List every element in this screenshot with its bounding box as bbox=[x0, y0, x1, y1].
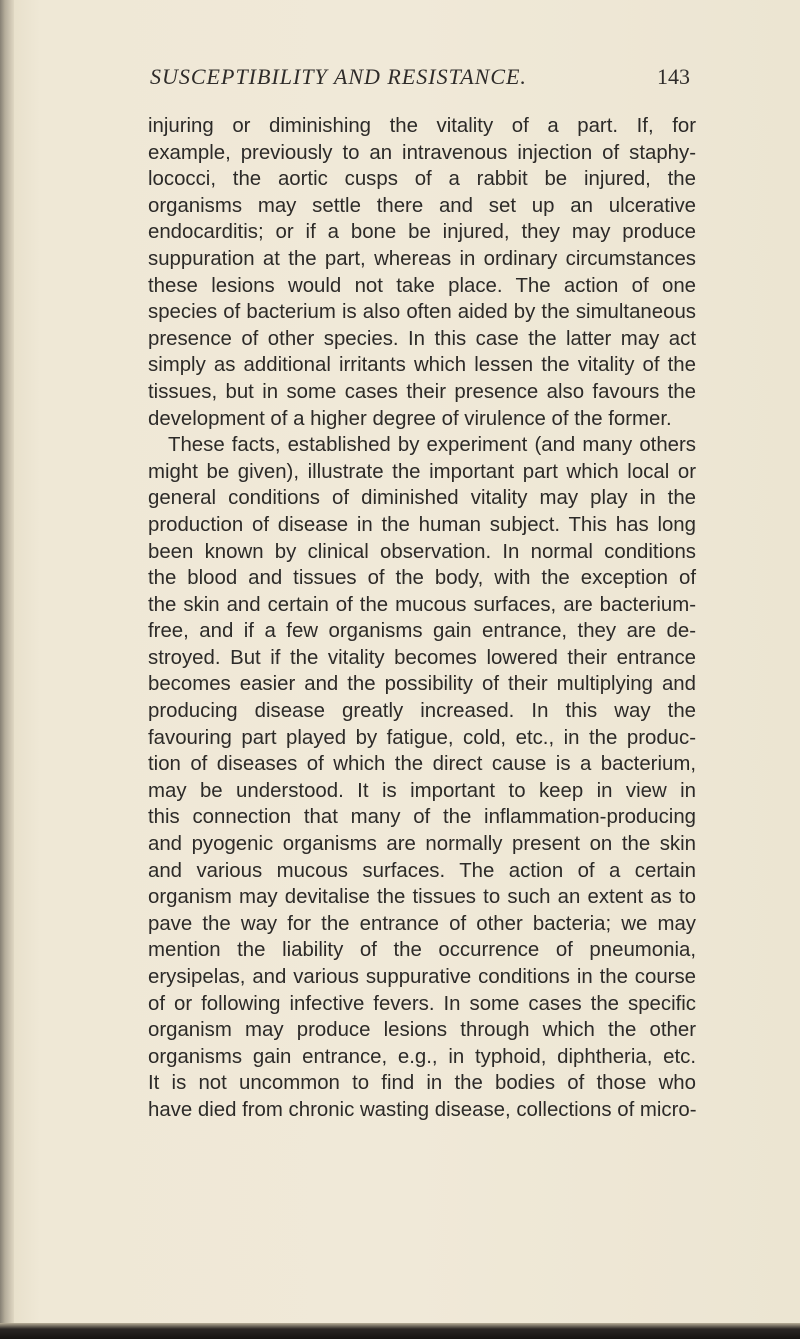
text-line: injuring or diminishing the vitality of a part. If, for bbox=[148, 115, 696, 137]
gutter-shadow bbox=[0, 0, 14, 1339]
text-line: species of bacterium is also often aided by the simultaneous bbox=[148, 301, 696, 324]
body-text bbox=[148, 113, 696, 1124]
text-line: and pyogenic organisms are normally present on the skin bbox=[148, 833, 696, 856]
text-line: organism may devitalise the tissues to such an extent as to bbox=[148, 886, 696, 909]
page-bottom-edge bbox=[0, 1323, 800, 1339]
text-line: simply as additional irritants which lessen the vitality of the bbox=[148, 354, 696, 377]
text-line: endocarditis; or if a bone be injured, they may produce bbox=[148, 221, 696, 244]
text-line: have died from chronic wasting disease, collections of micro- bbox=[148, 1098, 697, 1121]
text-line: presence of other species. In this case the latter may act bbox=[148, 327, 696, 350]
text-line: organisms gain entrance, e.g., in typhoid, diphtheria, etc. bbox=[148, 1045, 696, 1068]
text-line: the blood and tissues of the body, with the exception of bbox=[148, 567, 696, 590]
text-line: this connection that many of the inflammation-producing bbox=[148, 806, 696, 829]
text-line: These facts, established by experiment (and many others bbox=[168, 434, 696, 457]
text-line: the skin and certain of the mucous surfaces, are bacterium- bbox=[148, 593, 696, 616]
text-line: may be understood. It is important to keep in view in bbox=[148, 779, 696, 802]
text-line: becomes easier and the possibility of their multiplying and bbox=[148, 673, 696, 696]
text-line: free, and if a few organisms gain entrance, they are de- bbox=[148, 620, 696, 643]
text-line: of or following infective fevers. In some cases the specific bbox=[148, 992, 696, 1015]
text-line: mention the liability of the occurrence of pneumonia, bbox=[148, 939, 696, 962]
text-line: organisms may settle there and set up an ulcerative bbox=[148, 194, 696, 217]
text-line: tissues, but in some cases their presence also favours the bbox=[148, 380, 696, 403]
page-number: 143 bbox=[657, 64, 690, 89]
text-line: these lesions would not take place. The action of one bbox=[148, 274, 696, 297]
text-line: erysipelas, and various suppurative conditions in the course bbox=[148, 966, 696, 988]
text-line: lococci, the aortic cusps of a rabbit be injured, the bbox=[148, 168, 696, 191]
text-line: producing disease greatly increased. In this way the bbox=[148, 700, 696, 723]
running-title: SUSCEPTIBILITY AND RESISTANCE. bbox=[150, 64, 527, 89]
text-line: production of disease in the human subject. This has long bbox=[148, 513, 696, 536]
text-line: It is not uncommon to find in the bodies of those who bbox=[148, 1072, 696, 1095]
text-line: pave the way for the entrance of other bacteria; we may bbox=[148, 912, 696, 935]
text-line: development of a higher degree of virulence of the former. bbox=[148, 407, 672, 430]
text-line: stroyed. But if the vitality becomes lowered their entrance bbox=[148, 646, 696, 669]
running-head bbox=[150, 64, 690, 92]
text-line: example, previously to an intravenous injection of staphy- bbox=[148, 141, 696, 164]
text-line: organism may produce lesions through which the other bbox=[148, 1019, 696, 1042]
text-line: tion of diseases of which the direct cause is a bacterium, bbox=[148, 753, 696, 776]
text-line: general conditions of diminished vitality may play in the bbox=[148, 487, 696, 510]
text-line: favouring part played by fatigue, cold, etc., in the produc- bbox=[148, 726, 696, 749]
text-line: and various mucous surfaces. The action of a certain bbox=[148, 859, 696, 882]
text-line: been known by clinical observation. In normal conditions bbox=[148, 540, 696, 563]
text-line: suppuration at the part, whereas in ordinary circumstances bbox=[148, 247, 696, 270]
text-line: might be given), illustrate the important part which local or bbox=[148, 460, 696, 483]
